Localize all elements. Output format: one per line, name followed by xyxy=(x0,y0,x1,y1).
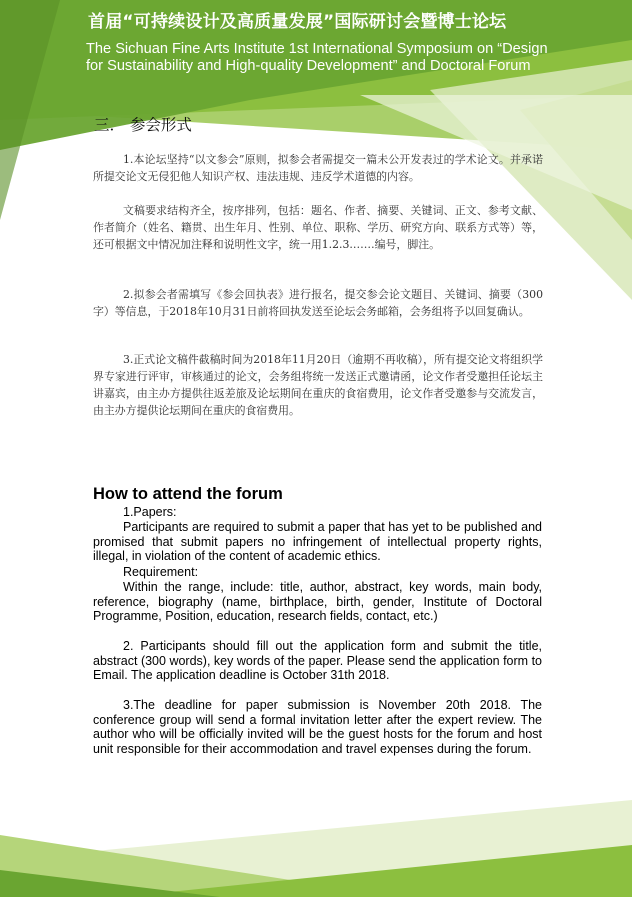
header-title-zh: 首届“可持续设计及高质量发展”国际研讨会暨博士论坛 xyxy=(88,12,507,32)
zh-paragraph-3: 2.拟参会者需填写《参会回执表》进行报名，提交参会论文题目、关键词、摘要（300字）等信息，于2018年10月31日前将回执发送至论坛会务邮箱，会务组将予以回复确认。 xyxy=(93,288,543,318)
en-section-heading: How to attend the forum xyxy=(93,485,283,503)
header-title-en-line2: for Sustainability and High-quality Development” and Doctoral Forum xyxy=(86,58,531,74)
en-requirement-text: Within the range, include: title, author, abstract, key words, main body, reference, biography (name, birthplace, birth, gender, Institute of Doctoral Programme, Position, education, research fields, contact, etc.) xyxy=(93,580,542,624)
zh-paragraph-1: 1.本论坛坚持“以文参会”原则，拟参会者需提交一篇未公开发表过的学术论文。并承诺所提交论文无侵犯他人知识产权、违法违规、违反学术道德的内容。 xyxy=(93,153,543,183)
zh-section-heading: 三． 参会形式 xyxy=(94,116,192,134)
header-title-en xyxy=(86,41,631,75)
en-item3-text: 3.The deadline for paper submission is November 20th 2018. The conference group will send a formal invitation letter after the expert review. The author who will be officially invited will be the guest hosts for the forum and host unit responsible for their accommodation and travel expenses during the forum. xyxy=(93,698,542,757)
zh-paragraph-4: 3.正式论文稿件截稿时间为2018年11月20日（逾期不再收稿），所有提交论文将组织学界专家进行评审，审核通过的论文，会务组将统一发送正式邀请函，论文作者受邀担任论坛主讲嘉宾，由主办方提供往返差旅及论坛期间在重庆的食宿费用，论文作者受邀参与交流发言，由主办方提供论坛期间在重庆的食宿费用。 xyxy=(93,353,543,417)
en-item1-label: 1.Papers: xyxy=(123,505,177,519)
header-title-en-line1: The Sichuan Fine Arts Institute 1st International Symposium on “Design xyxy=(86,41,548,57)
en-item2-text: 2. Participants should fill out the application form and submit the title, abstract (300 words), key words of the paper. Please send the application form to Email. The application deadline is October 31th 2018. xyxy=(93,639,542,683)
en-item1-text: Participants are required to submit a paper that has yet to be published and promised that submit papers no infringement of intellectual property rights, illegal, in violation of the content of academic ethics. xyxy=(93,520,542,564)
zh-paragraph-2: 文稿要求结构齐全，按序排列，包括：题名、作者、摘要、关键词、正文、参考文献、作者简介（姓名、籍贯、出生年月、性别、单位、职称、学历、研究方向、联系方式等）等，还可根据文中情况加注释和说明性文字，统一用1.2.3.……编号，脚注。 xyxy=(93,204,543,251)
en-requirement-label: Requirement: xyxy=(123,565,199,579)
